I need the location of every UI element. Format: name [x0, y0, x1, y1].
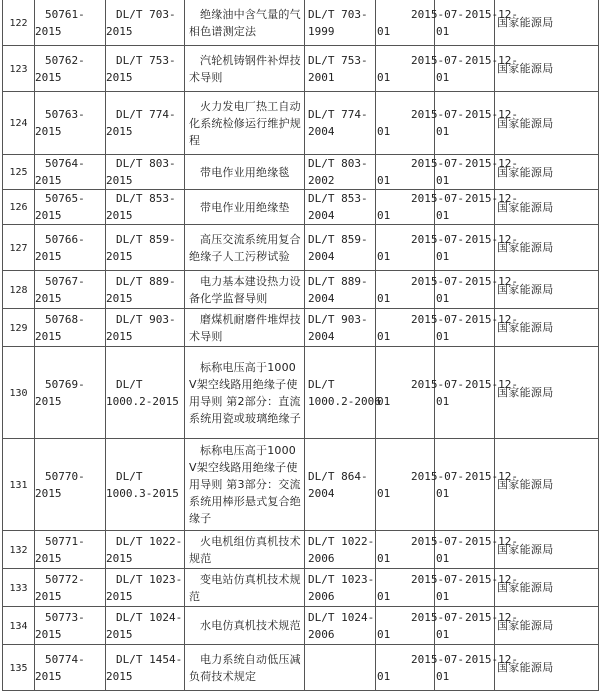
replaced-standard-line-2: 2004	[308, 486, 335, 500]
row-number-cell	[3, 225, 35, 271]
standard-number	[106, 347, 185, 439]
standard-name-cell	[185, 46, 305, 92]
standard-name-cell	[185, 190, 305, 225]
filing-number	[35, 225, 106, 271]
table-row	[3, 569, 599, 607]
filing-number-line-1: 50774-	[45, 652, 85, 666]
approval-date	[376, 607, 464, 645]
standard-number	[106, 190, 185, 225]
filing-number-line-2: 2015	[35, 669, 62, 683]
effective-date-line-1: 2015-12-	[465, 7, 518, 21]
replaced-standard-line-2: 2001	[308, 70, 335, 84]
approval-date	[376, 155, 464, 190]
replaced-standard-line-2: 2006	[308, 551, 335, 565]
approving-authority: 国家能源局	[497, 283, 554, 296]
standard-number	[106, 271, 185, 309]
row-number: 122	[9, 17, 28, 29]
effective-date	[435, 439, 518, 531]
standard-number	[106, 46, 185, 92]
approval-date-line-2: 01	[377, 291, 391, 305]
standard-number-line-1: DL/T 753-	[116, 53, 176, 67]
approval-date-line-1: 2015-07-	[411, 232, 464, 246]
filing-number-line-1: 50773-	[45, 610, 85, 624]
standard-name-cell	[185, 347, 305, 439]
replaced-standard-line-1: DL/T 1024-	[308, 610, 375, 624]
filing-number-line-1: 50764-	[45, 157, 85, 170]
table-row	[3, 155, 599, 190]
standard-name-cell	[185, 225, 305, 271]
filing-number-line-2: 2015	[35, 209, 62, 222]
replaced-standard-line-1: DL/T 1022-	[308, 534, 375, 548]
table-row	[3, 46, 599, 92]
standard-number-line-2: 2015	[106, 669, 133, 683]
replaced-standard-line-2: 2006	[308, 627, 335, 641]
filing-number-line-1: 50769-	[45, 377, 85, 391]
effective-date-line-2: 01	[436, 669, 450, 683]
table-row	[3, 347, 599, 439]
standard-name: 汽轮机铸钢件补焊技术导则	[189, 53, 301, 84]
replaced-standard	[305, 347, 381, 439]
replaced-standard-line-1: DL/T 859-	[308, 232, 368, 246]
standard-number-line-1: DL/T 889-	[116, 274, 176, 288]
filing-number-line-2: 2015	[35, 291, 62, 305]
approval-date	[376, 0, 464, 46]
replaced-standard	[305, 155, 376, 190]
approval-date-line-2: 01	[377, 174, 391, 187]
standard-number-line-2: 2015	[106, 209, 133, 222]
approving-authority: 国家能源局	[497, 543, 554, 556]
replaced-standard-line-2: 2002	[308, 174, 335, 187]
filing-number	[35, 155, 106, 190]
row-number: 128	[9, 284, 28, 296]
filing-number-line-2: 2015	[35, 589, 62, 603]
row-number-cell	[3, 309, 35, 347]
approving-authority: 国家能源局	[497, 241, 554, 254]
approval-date-line-2: 01	[377, 24, 391, 38]
filing-number	[35, 46, 106, 92]
approving-authority: 国家能源局	[497, 661, 554, 674]
effective-date-line-1: 2015-12-	[465, 610, 518, 624]
row-number-cell	[3, 607, 35, 645]
standard-number	[106, 645, 185, 691]
replaced-standard-line-1: DL/T 703-	[308, 7, 368, 21]
standard-number-line-2: 2015	[106, 627, 133, 641]
approving-authority: 国家能源局	[497, 200, 554, 214]
row-number: 132	[9, 544, 28, 556]
effective-date-line-1: 2015-12-	[465, 469, 518, 483]
effective-date-line-1: 2015-12-	[465, 274, 518, 288]
standard-name: 磨煤机耐磨件堆焊技术导则	[189, 312, 301, 343]
standard-number-line-1: DL/T 703-	[116, 7, 176, 21]
standard-name: 标称电压高于1000V架空线路用绝缘子使用导则 第3部分：交流系统用棒形悬式复合绝缘子	[189, 444, 301, 525]
approval-date-line-2: 01	[377, 669, 391, 683]
filing-number-line-2: 2015	[35, 394, 62, 408]
approval-date-line-1: 2015-07-	[411, 108, 464, 121]
row-number-cell	[3, 92, 35, 155]
standard-number	[106, 569, 185, 607]
filing-number-line-1: 50765-	[45, 192, 85, 205]
standard-number	[106, 92, 185, 155]
row-number: 133	[9, 582, 28, 594]
replaced-standard-line-2: 2006	[308, 589, 335, 603]
standard-number-line-2: 2015	[106, 589, 133, 603]
standard-number-line-2: 2015	[106, 249, 133, 263]
approval-date-line-1: 2015-07-	[411, 572, 464, 586]
row-number: 127	[9, 242, 28, 254]
effective-date-line-1: 2015-12-	[465, 534, 518, 548]
standard-number-line-1: DL/T 803-	[116, 157, 176, 170]
filing-number-line-2: 2015	[35, 125, 62, 138]
standard-number-line-2: 2015	[106, 329, 133, 343]
replaced-standard	[305, 271, 376, 309]
effective-date-line-2: 01	[436, 70, 450, 84]
approval-date-line-2: 01	[377, 394, 391, 408]
approval-date-line-2: 01	[377, 486, 391, 500]
approval-date-line-1: 2015-07-	[411, 53, 464, 67]
standard-number-line-1: DL/T	[116, 469, 143, 483]
filing-number-line-1: 50766-	[45, 232, 85, 246]
effective-date-line-2: 01	[436, 627, 450, 641]
approving-authority: 国家能源局	[497, 478, 554, 491]
approval-date-line-2: 01	[377, 329, 391, 343]
standard-name: 火力发电厂热工自动化系统检修运行维护规程	[189, 99, 301, 147]
standard-name-cell	[185, 309, 305, 347]
standard-name: 火电机组仿真机技术规范	[189, 534, 301, 565]
approval-date	[376, 225, 464, 271]
table-row	[3, 92, 599, 155]
filing-number	[35, 569, 106, 607]
filing-number-line-2: 2015	[35, 174, 62, 187]
standard-name: 变电站仿真机技术规范	[189, 572, 301, 603]
row-number-cell	[3, 347, 35, 439]
table-row	[3, 309, 599, 347]
replaced-standard	[305, 309, 376, 347]
filing-number	[35, 347, 106, 439]
filing-number	[35, 0, 106, 46]
table-row	[3, 190, 599, 225]
table-row	[3, 645, 599, 691]
filing-number-line-1: 50770-	[45, 469, 85, 483]
row-number-cell	[3, 531, 35, 569]
standard-name: 绝缘油中含气量的气相色谱测定法	[189, 7, 301, 38]
standard-number	[106, 607, 185, 645]
effective-date-line-2: 01	[436, 486, 450, 500]
row-number-cell	[3, 271, 35, 309]
filing-number	[35, 645, 106, 691]
filing-number-line-2: 2015	[35, 70, 62, 84]
filing-number	[35, 439, 106, 531]
table-row	[3, 271, 599, 309]
standard-name-cell	[185, 645, 305, 691]
effective-date-line-2: 01	[436, 589, 450, 603]
filing-number-line-1: 50761-	[45, 7, 85, 21]
row-number-cell	[3, 439, 35, 531]
row-number: 129	[9, 322, 28, 334]
approval-date-line-1: 2015-07-	[411, 157, 464, 170]
table-body	[3, 0, 599, 691]
standard-name-cell	[185, 531, 305, 569]
standard-name-cell	[185, 271, 305, 309]
row-number: 131	[9, 479, 28, 491]
row-number: 125	[9, 167, 28, 178]
replaced-standard	[305, 46, 376, 92]
standard-name-cell	[185, 0, 305, 46]
standard-number-line-1: DL/T 1454-	[116, 652, 183, 666]
approval-date-line-1: 2015-07-	[411, 534, 464, 548]
replaced-standard-line-1: DL/T 864-	[308, 469, 368, 483]
approving-authority: 国家能源局	[497, 581, 554, 594]
replaced-standard-line-2: 2004	[308, 329, 335, 343]
row-number-cell	[3, 155, 35, 190]
approval-date	[376, 190, 464, 225]
approval-date-line-1: 2015-07-	[411, 192, 464, 205]
filing-number-line-2: 2015	[35, 627, 62, 641]
standard-number-line-1: DL/T 1023-	[116, 572, 183, 586]
effective-date-line-2: 01	[436, 394, 450, 408]
effective-date-line-1: 2015-12-	[465, 652, 518, 666]
standard-number-line-1: DL/T 853-	[116, 192, 176, 205]
approval-date	[376, 645, 464, 691]
row-number: 130	[9, 387, 28, 399]
effective-date-line-2: 01	[436, 329, 450, 343]
row-number-cell	[3, 0, 35, 46]
standard-name-cell	[185, 439, 305, 531]
filing-number-line-1: 50768-	[45, 312, 85, 326]
replaced-standard	[305, 607, 376, 645]
replaced-standard-line-2: 1999	[308, 24, 335, 38]
standard-name: 电力系统自动低压减负荷技术规定	[189, 652, 301, 683]
approving-authority: 国家能源局	[497, 619, 554, 632]
approval-date-line-1: 2015-07-	[411, 377, 464, 391]
standard-name-cell	[185, 155, 305, 190]
filing-number-line-2: 2015	[35, 486, 62, 500]
standard-name: 带电作业用绝缘垫	[200, 200, 290, 214]
row-number-cell	[3, 569, 35, 607]
effective-date-line-1: 2015-12-	[465, 157, 518, 170]
replaced-standard-line-1: DL/T 753-	[308, 53, 368, 67]
effective-date-line-2: 01	[436, 551, 450, 565]
row-number: 124	[9, 118, 28, 129]
replaced-standard-line-2: 2004	[308, 249, 335, 263]
standard-name-cell	[185, 92, 305, 155]
approval-date	[376, 92, 464, 155]
row-number: 126	[9, 202, 28, 213]
replaced-standard-line-1: DL/T	[308, 377, 335, 391]
effective-date-line-1: 2015-12-	[465, 53, 518, 67]
filing-number-line-2: 2015	[35, 24, 62, 38]
approving-authority: 国家能源局	[497, 116, 554, 130]
filing-number-line-1: 50762-	[45, 53, 85, 67]
table-row	[3, 439, 599, 531]
approval-date	[376, 569, 464, 607]
replaced-standard	[305, 225, 376, 271]
effective-date	[435, 347, 518, 439]
table-row	[3, 607, 599, 645]
replaced-standard	[305, 569, 376, 607]
standard-number-line-2: 1000.3-2015	[106, 486, 179, 500]
approval-date-line-2: 01	[377, 627, 391, 641]
approval-date-line-2: 01	[377, 249, 391, 263]
standard-name-cell	[185, 607, 305, 645]
replaced-standard-line-2: 2004	[308, 291, 335, 305]
replaced-standard	[305, 439, 376, 531]
effective-date-line-1: 2015-12-	[465, 108, 518, 121]
approval-date-line-1: 2015-07-	[411, 312, 464, 326]
approval-date-line-2: 01	[377, 551, 391, 565]
filing-number-line-1: 50771-	[45, 534, 85, 548]
replaced-standard-line-1: DL/T 903-	[308, 312, 368, 326]
approving-authority-cell	[495, 92, 599, 155]
approving-authority: 国家能源局	[497, 165, 554, 179]
approval-date	[376, 271, 464, 309]
effective-date-line-2: 01	[436, 24, 450, 38]
approving-authority: 国家能源局	[497, 321, 554, 334]
effective-date-line-1: 2015-12-	[465, 192, 518, 205]
standard-number	[106, 439, 185, 531]
standard-name: 水电仿真机技术规范	[200, 619, 301, 632]
standard-number	[106, 225, 185, 271]
approval-date-line-1: 2015-07-	[411, 652, 464, 666]
effective-date-line-1: 2015-12-	[465, 232, 518, 246]
filing-number	[35, 92, 106, 155]
replaced-standard-line-1: DL/T 1023-	[308, 572, 375, 586]
approving-authority-cell	[495, 439, 599, 531]
approval-date	[376, 309, 464, 347]
standard-number-line-1: DL/T 1024-	[116, 610, 183, 624]
standard-name: 带电作业用绝缘毯	[200, 165, 290, 179]
standard-number-line-2: 2015	[106, 551, 133, 565]
row-number-cell	[3, 46, 35, 92]
standard-name-cell	[185, 569, 305, 607]
approval-date	[376, 531, 464, 569]
effective-date-line-2: 01	[436, 209, 450, 222]
approval-date	[376, 439, 464, 531]
approval-date-line-1: 2015-07-	[411, 274, 464, 288]
replaced-standard-line-1: DL/T 889-	[308, 274, 368, 288]
approval-date-line-2: 01	[377, 209, 391, 222]
effective-date-line-2: 01	[436, 249, 450, 263]
approval-date-line-2: 01	[377, 70, 391, 84]
row-number-cell	[3, 190, 35, 225]
replaced-standard-line-1: DL/T 774-	[308, 108, 368, 121]
replaced-standard	[305, 531, 376, 569]
replaced-standard	[305, 0, 376, 46]
standard-number	[106, 309, 185, 347]
replaced-standard	[305, 645, 376, 691]
standard-number-line-1: DL/T	[116, 377, 143, 391]
filing-number-line-1: 50767-	[45, 274, 85, 288]
replaced-standard	[305, 92, 376, 155]
approval-date-line-1: 2015-07-	[411, 610, 464, 624]
effective-date	[435, 92, 518, 155]
effective-date-line-2: 01	[436, 125, 450, 138]
row-number: 135	[9, 662, 28, 674]
filing-number-line-2: 2015	[35, 551, 62, 565]
approving-authority: 国家能源局	[497, 16, 554, 29]
standard-number-line-2: 2015	[106, 125, 133, 138]
filing-number-line-2: 2015	[35, 249, 62, 263]
standard-number-line-2: 2015	[106, 291, 133, 305]
replaced-standard	[305, 190, 376, 225]
effective-date-line-1: 2015-12-	[465, 377, 518, 391]
table-row	[3, 225, 599, 271]
effective-date-line-1: 2015-12-	[465, 312, 518, 326]
replaced-standard-line-1: DL/T 853-	[308, 192, 368, 205]
standard-name: 电力基本建设热力设备化学监督导则	[189, 274, 301, 305]
standard-number	[106, 155, 185, 190]
filing-number-line-2: 2015	[35, 329, 62, 343]
filing-number	[35, 531, 106, 569]
filing-number	[35, 309, 106, 347]
approval-date-line-1: 2015-07-	[411, 469, 464, 483]
standard-number-line-1: DL/T 903-	[116, 312, 176, 326]
effective-date-line-1: 2015-12-	[465, 572, 518, 586]
standard-number-line-2: 2015	[106, 70, 133, 84]
approval-date-line-2: 01	[377, 589, 391, 603]
standard-number-line-2: 2015	[106, 174, 133, 187]
standard-name: 标称电压高于1000V架空线路用绝缘子使用导则 第2部分：直流系统用瓷或玻璃绝缘子	[189, 360, 301, 425]
standard-number-line-2: 2015	[106, 24, 133, 38]
replaced-standard-line-2: 1000.2-2006	[308, 394, 381, 408]
row-number-cell	[3, 645, 35, 691]
replaced-standard-line-2: 2004	[308, 209, 335, 222]
replaced-standard-line-2: 2004	[308, 125, 335, 138]
standard-number-line-1: DL/T 774-	[116, 108, 176, 121]
approving-authority-cell	[495, 347, 599, 439]
row-number: 123	[9, 63, 28, 75]
approving-authority: 国家能源局	[497, 386, 554, 399]
standard-number	[106, 0, 185, 46]
standard-name: 高压交流系统用复合绝缘子人工污秽试验	[189, 232, 301, 263]
approval-date-line-2: 01	[377, 125, 391, 138]
filing-number	[35, 190, 106, 225]
replaced-standard-line-1: DL/T 803-	[308, 157, 368, 170]
approval-date	[376, 347, 464, 439]
standard-number-line-1: DL/T 859-	[116, 232, 176, 246]
effective-date-line-2: 01	[436, 174, 450, 187]
table-row	[3, 0, 599, 46]
filing-number	[35, 271, 106, 309]
effective-date-line-2: 01	[436, 291, 450, 305]
standard-number	[106, 531, 185, 569]
approval-date-line-1: 2015-07-	[411, 7, 464, 21]
standards-table	[2, 0, 599, 691]
approving-authority: 国家能源局	[497, 62, 554, 75]
approval-date	[376, 46, 464, 92]
filing-number-line-1: 50763-	[45, 108, 85, 121]
standard-number-line-1: DL/T 1022-	[116, 534, 183, 548]
filing-number	[35, 607, 106, 645]
filing-number-line-1: 50772-	[45, 572, 85, 586]
row-number: 134	[9, 620, 28, 632]
table-row	[3, 531, 599, 569]
standard-number-line-2: 1000.2-2015	[106, 394, 179, 408]
